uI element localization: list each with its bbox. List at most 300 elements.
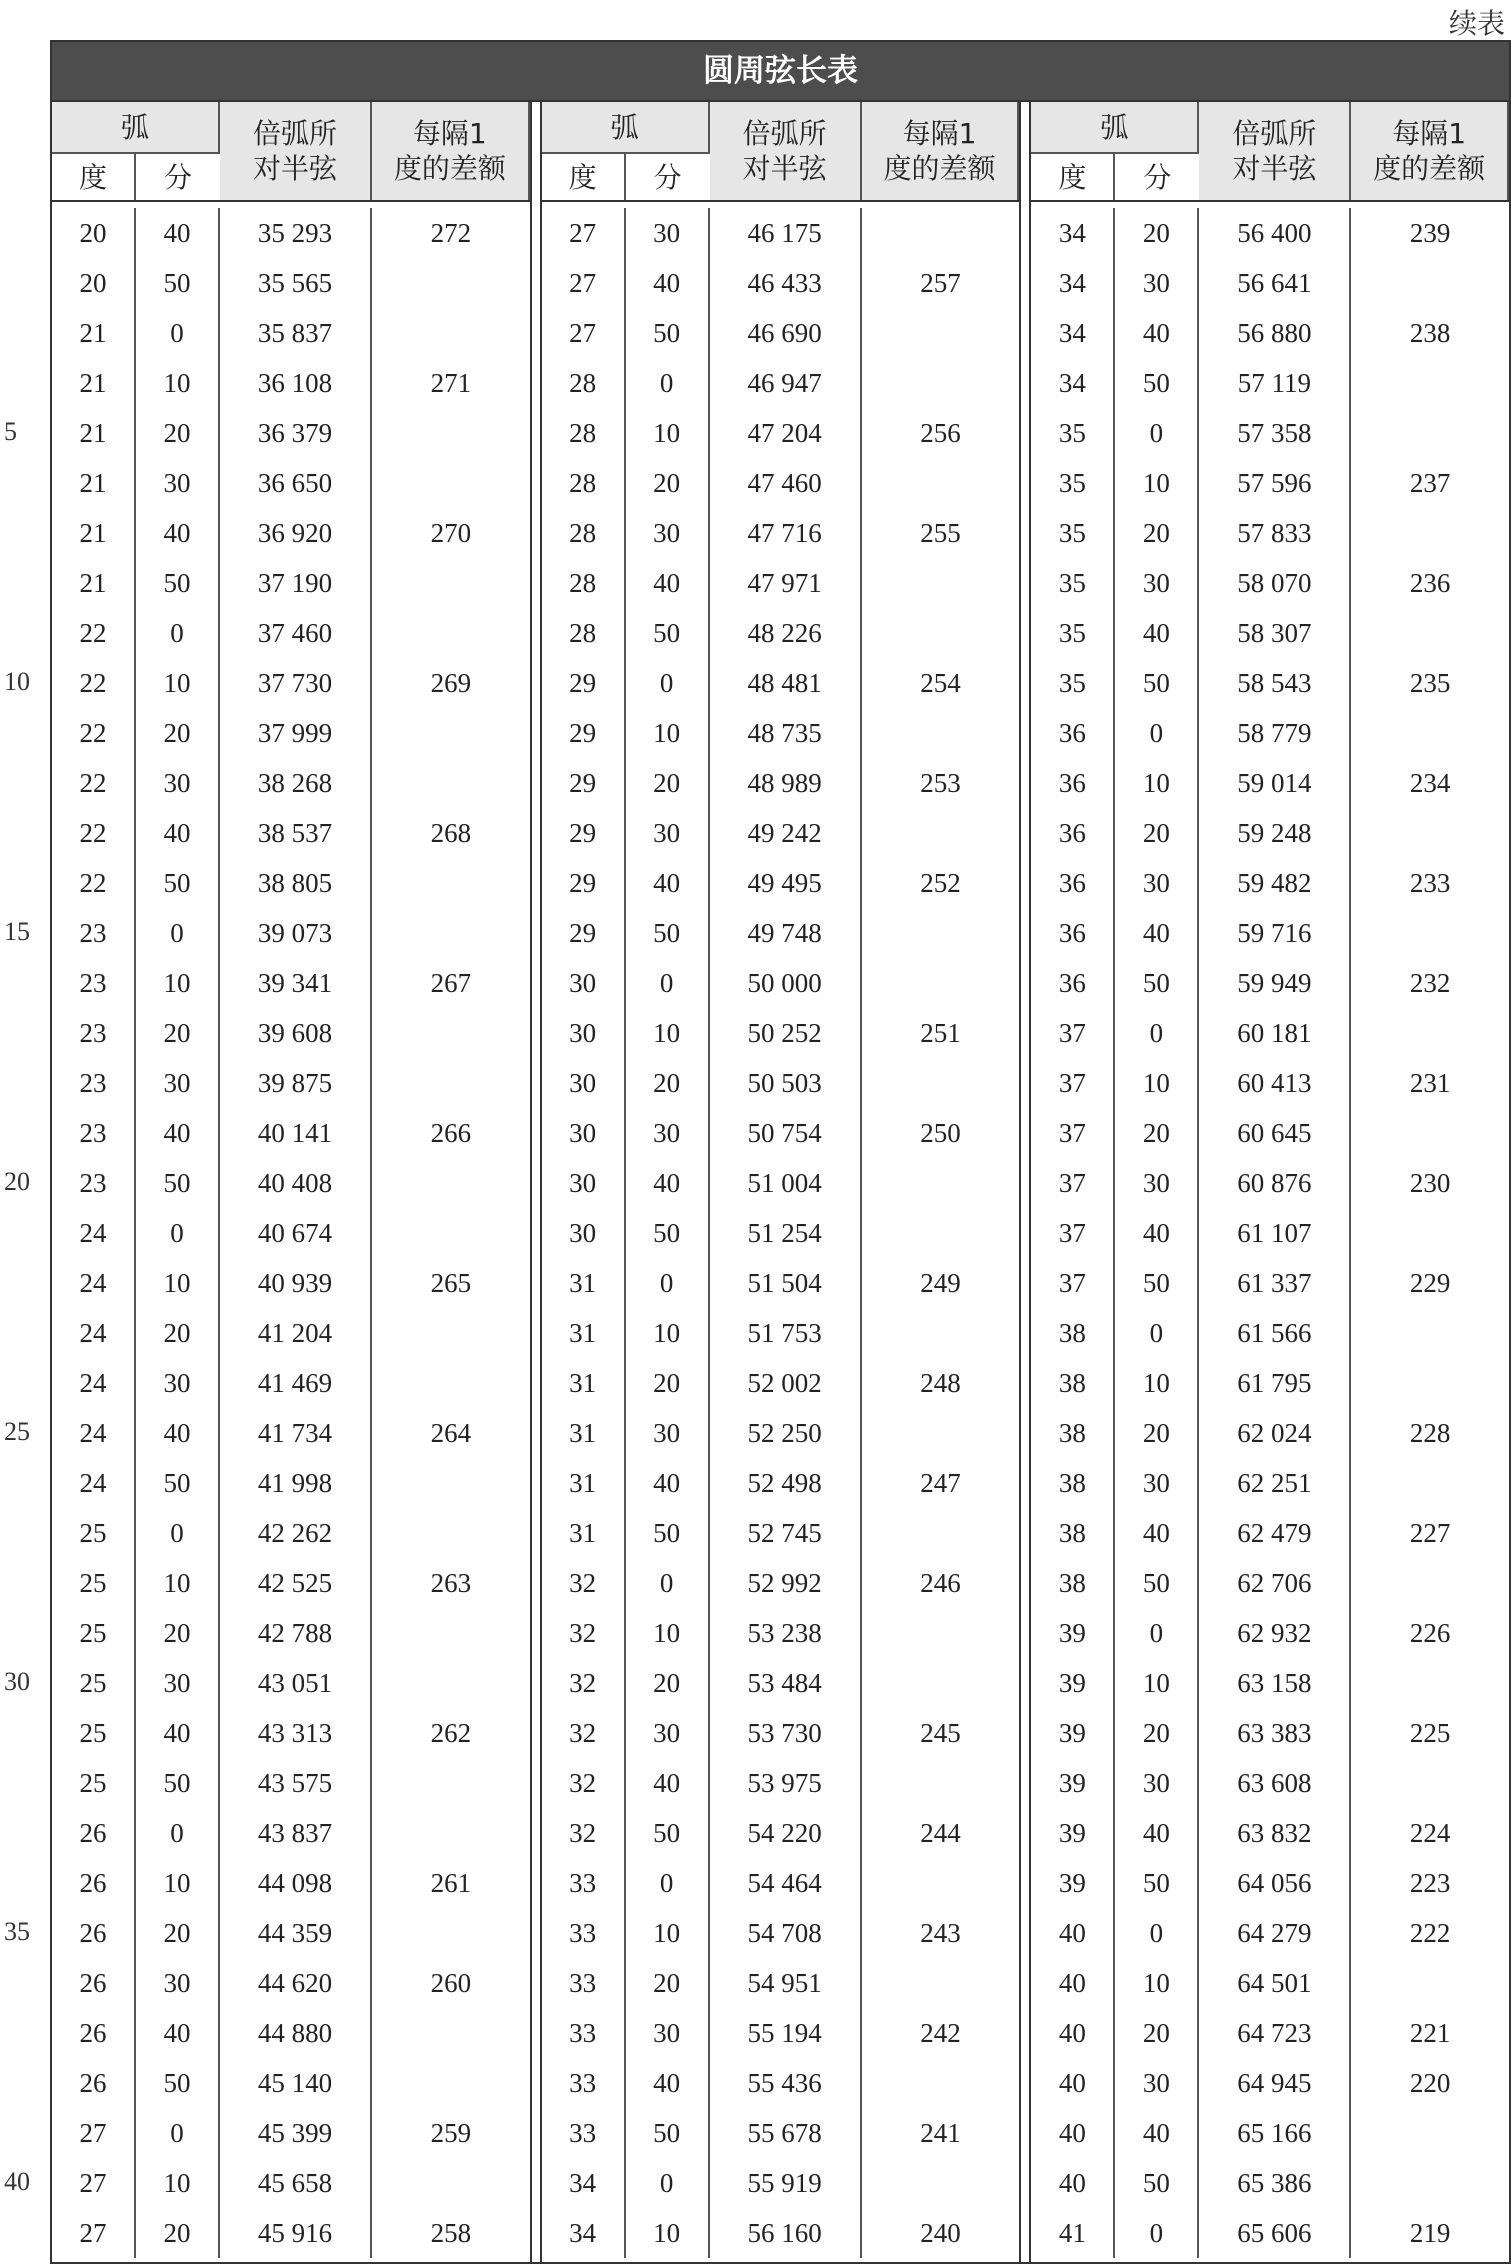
table-cell-min: 0 (1149, 418, 1164, 448)
table-cell-deg: 34 (569, 2218, 597, 2248)
table-cell-min: 20 (1142, 518, 1170, 548)
line-number: 10 (4, 667, 30, 696)
panel-header (52, 102, 530, 202)
table-cell-min: 40 (163, 218, 191, 248)
table-cell-diff: 231 (1409, 1068, 1451, 1098)
table-cell-min: 40 (653, 868, 681, 898)
table-cell-chord: 59 014 (1237, 768, 1312, 798)
table-cell-chord: 58 307 (1237, 618, 1312, 648)
table-cell-chord: 39 608 (257, 1018, 333, 1048)
table-cell-diff (1351, 2108, 1509, 2158)
table-cell-diff (862, 558, 1020, 608)
table-cell-min: 20 (1142, 1118, 1170, 1148)
table-cell-diff (372, 1458, 530, 1508)
table-cell-diff (372, 1358, 530, 1408)
table-cell-min: 0 (1149, 1918, 1164, 1948)
table-cell-chord: 41 998 (257, 1468, 333, 1498)
table-cell-diff: 261 (430, 1868, 472, 1898)
table-cell-diff (1351, 1008, 1509, 1058)
table-cell-deg: 24 (79, 1418, 107, 1448)
table-cell-deg: 40 (1058, 2168, 1086, 2198)
table-cell-diff (1351, 1208, 1509, 1258)
table-cell-min: 50 (1142, 668, 1170, 698)
table-cell-min: 40 (1142, 318, 1170, 348)
table-cell-deg: 25 (79, 1668, 107, 1698)
table-cell-chord: 54 708 (747, 1918, 822, 1948)
table-cell-chord: 61 566 (1237, 1318, 1312, 1348)
table-cell-chord: 48 226 (747, 618, 822, 648)
table-cell-min: 40 (163, 2018, 191, 2048)
panel-header (1031, 102, 1509, 202)
table-cell-chord: 54 464 (747, 1868, 822, 1898)
table-cell-chord: 58 543 (1237, 668, 1312, 698)
table-cell-chord: 39 073 (257, 918, 333, 948)
table-cell-min: 20 (1142, 2018, 1170, 2048)
table-cell-chord: 50 503 (747, 1068, 822, 1098)
table-cell-min: 0 (1149, 1018, 1164, 1048)
table-cell-diff (372, 608, 530, 658)
table-cell-diff: 236 (1409, 568, 1451, 598)
table-cell-deg: 32 (569, 1668, 597, 1698)
table-cell-diff (862, 458, 1020, 508)
table-cell-min: 10 (1142, 1968, 1170, 1998)
table-cell-chord: 53 975 (747, 1768, 822, 1798)
column-diff (862, 208, 1020, 2258)
table-cell-chord: 37 999 (257, 718, 333, 748)
table-cell-deg: 32 (569, 1718, 597, 1748)
table-cell-diff (862, 208, 1020, 258)
table-cell-min: 0 (1149, 1618, 1164, 1648)
table-cell-diff (1351, 1458, 1509, 1508)
table-cell-chord: 53 730 (747, 1718, 822, 1748)
table-cell-diff: 237 (1409, 468, 1451, 498)
table-cell-chord: 35 837 (257, 318, 333, 348)
table-cell-chord: 44 620 (257, 1968, 333, 1998)
table-cell-chord: 62 024 (1237, 1418, 1312, 1448)
column-diff (372, 208, 530, 2258)
table-cell-min: 0 (170, 2118, 184, 2148)
table-cell-min: 30 (1142, 268, 1170, 298)
header-chord-line1: 倍弧所 (252, 117, 337, 150)
table-cell-min: 0 (659, 1268, 674, 1298)
table-cell-deg: 23 (79, 1168, 107, 1198)
table-cell-diff (372, 1808, 530, 1858)
table-cell-deg: 27 (569, 218, 597, 248)
table-cell-chord: 39 341 (257, 968, 333, 998)
table-cell-deg: 24 (79, 1318, 107, 1348)
table-cell-min: 20 (1142, 818, 1170, 848)
table-cell-deg: 35 (1058, 618, 1086, 648)
table-cell-min: 10 (653, 1918, 681, 1948)
table-cell-min: 50 (1142, 1268, 1170, 1298)
table-cell-deg: 24 (79, 1218, 107, 1248)
table-cell-deg: 26 (79, 2068, 107, 2098)
table-cell-diff: 253 (920, 768, 961, 798)
table-cell-diff: 227 (1409, 1518, 1451, 1548)
table-cell-min: 40 (653, 1468, 681, 1498)
table-cell-chord: 63 158 (1237, 1668, 1312, 1698)
table-cell-min: 30 (653, 518, 681, 548)
table-cell-diff (372, 708, 530, 758)
table-cell-diff (1351, 258, 1509, 308)
header-degree: 度 (542, 154, 626, 200)
table-cell-diff: 240 (920, 2218, 961, 2248)
table-cell-chord: 43 051 (257, 1668, 333, 1698)
table-cell-chord: 55 436 (747, 2068, 822, 2098)
table-cell-deg: 33 (569, 1918, 597, 1948)
table-cell-diff (862, 608, 1020, 658)
table-cell-diff (862, 808, 1020, 858)
table-cell-diff (1351, 1658, 1509, 1708)
table-cell-deg: 37 (1058, 1268, 1086, 1298)
table-cell-deg: 26 (79, 1818, 107, 1848)
table-cell-chord: 36 108 (257, 368, 333, 398)
table-cell-min: 30 (653, 1718, 681, 1748)
table-cell-diff (1351, 358, 1509, 408)
header-diff (1351, 102, 1509, 200)
table-cell-diff: 245 (920, 1718, 961, 1748)
column-degree (52, 208, 136, 2258)
table-cell-diff: 266 (430, 1118, 472, 1148)
table-cell-chord: 48 481 (747, 668, 822, 698)
table-cell-diff: 246 (920, 1568, 961, 1598)
table-cell-min: 40 (1142, 2118, 1170, 2148)
table-cell-deg: 35 (1058, 418, 1086, 448)
table-cell-deg: 26 (79, 2018, 107, 2048)
table-cell-deg: 29 (569, 718, 597, 748)
table-cell-deg: 34 (1058, 318, 1086, 348)
table-cell-chord: 37 190 (257, 568, 333, 598)
table-cell-diff: 268 (430, 818, 472, 848)
table-cell-min: 10 (1142, 1668, 1170, 1698)
table-cell-chord: 51 254 (747, 1218, 822, 1248)
table-cell-chord: 57 119 (1237, 368, 1311, 398)
table-cell-min: 50 (653, 1518, 681, 1548)
table-cell-min: 20 (163, 2218, 191, 2248)
table-cell-chord: 40 408 (257, 1168, 333, 1198)
table-cell-min: 10 (163, 1868, 191, 1898)
table-cell-min: 10 (163, 368, 191, 398)
line-number: 20 (4, 1167, 30, 1196)
table-cell-chord: 35 565 (257, 268, 333, 298)
table-cell-min: 30 (653, 818, 681, 848)
table-cell-min: 0 (170, 918, 184, 948)
table-cell-min: 20 (163, 718, 191, 748)
table-cell-min: 50 (163, 1468, 191, 1498)
header-degree: 度 (1031, 154, 1115, 200)
table-cell-deg: 32 (569, 1818, 597, 1848)
table-cell-chord: 46 690 (747, 318, 822, 348)
table-cell-deg: 30 (569, 1118, 597, 1148)
table-cell-min: 30 (1142, 868, 1170, 898)
header-diff-line1: 每隔1 (412, 117, 487, 150)
line-number: 5 (4, 417, 17, 446)
table-cell-deg: 28 (569, 618, 597, 648)
table-cell-chord: 59 248 (1237, 818, 1312, 848)
column-chord (220, 208, 372, 2258)
table-cell-min: 40 (163, 1418, 191, 1448)
table-cell-deg: 24 (79, 1268, 107, 1298)
table-cell-chord: 44 359 (257, 1918, 333, 1948)
table-cell-deg: 30 (569, 1018, 597, 1048)
panel-right (1029, 102, 1509, 2262)
table-cell-deg: 36 (1058, 868, 1086, 898)
table-cell-chord: 54 951 (747, 1968, 822, 1998)
table-cell-diff (372, 1658, 530, 1708)
table-cell-diff (862, 1308, 1020, 1358)
table-cell-min: 30 (163, 1068, 191, 1098)
table-cell-deg: 25 (79, 1718, 107, 1748)
table-cell-min: 0 (659, 1868, 674, 1898)
table-cell-deg: 31 (569, 1418, 597, 1448)
table-cell-chord: 49 495 (747, 868, 822, 898)
table-cell-min: 30 (163, 1368, 191, 1398)
column-degree (542, 208, 626, 2258)
table-cell-deg: 31 (569, 1268, 597, 1298)
table-cell-min: 10 (163, 668, 191, 698)
table-cell-diff (1351, 508, 1509, 558)
table-cell-chord: 46 175 (747, 218, 822, 248)
continued-label: 续表 (1448, 9, 1505, 40)
table-cell-min: 50 (163, 868, 191, 898)
table-cell-chord: 48 989 (747, 768, 822, 798)
column-minute (1115, 208, 1199, 2258)
table-cell-min: 30 (1142, 1468, 1170, 1498)
table-cell-min: 30 (1142, 1768, 1170, 1798)
table-cell-deg: 40 (1058, 2068, 1086, 2098)
table-cell-diff: 267 (430, 968, 472, 998)
header-chord (710, 102, 862, 200)
table-cell-deg: 22 (79, 768, 107, 798)
table-cell-deg: 37 (1058, 1168, 1086, 1198)
table-cell-chord: 52 992 (747, 1568, 822, 1598)
table-cell-min: 50 (163, 1768, 191, 1798)
table-cell-diff: 239 (1409, 218, 1451, 248)
panel-middle (540, 102, 1022, 2262)
table-cell-min: 20 (1142, 1418, 1170, 1448)
table-cell-min: 10 (163, 2168, 191, 2198)
table-cell-min: 10 (653, 418, 681, 448)
table-cell-min: 40 (653, 268, 681, 298)
header-diff-line2: 度的差额 (1373, 152, 1486, 185)
header-arc: 弧 (1031, 102, 1199, 154)
table-cell-deg: 29 (569, 918, 597, 948)
table-cell-deg: 23 (79, 918, 107, 948)
table-cell-diff (862, 308, 1020, 358)
table-cell-chord: 65 386 (1237, 2168, 1312, 2198)
table-cell-chord: 46 947 (747, 368, 822, 398)
table-cell-chord: 50 754 (747, 1118, 822, 1148)
table-cell-chord: 58 779 (1237, 718, 1312, 748)
panel-left (52, 102, 532, 2262)
table-cell-diff (372, 308, 530, 358)
table-cell-min: 50 (163, 568, 191, 598)
table-cell-chord: 52 745 (747, 1518, 822, 1548)
header-diff (862, 102, 1020, 200)
table-cell-diff: 257 (920, 268, 961, 298)
table-cell-chord: 63 832 (1237, 1818, 1312, 1848)
header-chord-line1: 倍弧所 (1232, 117, 1317, 150)
table-cell-chord: 38 268 (257, 768, 333, 798)
table-cell-diff (862, 1658, 1020, 1708)
table-cell-min: 20 (1142, 1718, 1170, 1748)
header-minute: 分 (626, 154, 710, 200)
table-cell-diff (1351, 1958, 1509, 2008)
panel-header (542, 102, 1020, 202)
table-cell-deg: 21 (79, 318, 107, 348)
table-cell-min: 10 (653, 1618, 681, 1648)
table-cell-deg: 24 (79, 1368, 107, 1398)
table-cell-chord: 57 358 (1237, 418, 1312, 448)
table-cell-chord: 52 002 (747, 1368, 822, 1398)
table-cell-diff (372, 908, 530, 958)
table-cell-deg: 33 (569, 2018, 597, 2048)
table-cell-deg: 21 (79, 518, 107, 548)
table-cell-deg: 26 (79, 1968, 107, 1998)
table-cell-diff (1351, 2158, 1509, 2208)
table-cell-min: 30 (653, 218, 681, 248)
table-cell-chord: 37 730 (257, 668, 333, 698)
table-cell-diff: 230 (1409, 1168, 1451, 1198)
column-diff (1351, 208, 1509, 2258)
table-cell-deg: 27 (79, 2218, 107, 2248)
table-cell-chord: 51 753 (747, 1318, 822, 1348)
table-cell-chord: 38 537 (257, 818, 333, 848)
table-cell-diff: 250 (920, 1118, 961, 1148)
table-cell-deg: 28 (569, 568, 597, 598)
table-cell-diff: 263 (430, 1568, 472, 1598)
table-cell-diff (862, 1058, 1020, 1108)
table-cell-chord: 49 748 (747, 918, 822, 948)
table-cell-diff: 269 (430, 668, 472, 698)
table-cell-diff (1351, 708, 1509, 758)
header-chord-line2: 对半弦 (742, 152, 827, 185)
table-cell-diff (862, 1158, 1020, 1208)
table-cell-deg: 34 (1058, 368, 1086, 398)
table-cell-diff: 238 (1409, 318, 1451, 348)
table-cell-diff (372, 1058, 530, 1108)
table-cell-min: 40 (163, 1118, 191, 1148)
table-cell-deg: 31 (569, 1468, 597, 1498)
table-cell-min: 40 (1142, 618, 1170, 648)
table-cell-min: 40 (163, 818, 191, 848)
table-cell-deg: 25 (79, 1568, 107, 1598)
table-cell-diff: 235 (1409, 668, 1451, 698)
table-cell-min: 20 (163, 1018, 191, 1048)
header-diff-line1: 每隔1 (902, 117, 977, 150)
table-cell-min: 0 (170, 1818, 184, 1848)
table-cell-chord: 64 279 (1237, 1918, 1312, 1948)
column-chord (1199, 208, 1351, 2258)
table-cell-deg: 30 (569, 1218, 597, 1248)
table-cell-diff: 234 (1409, 768, 1451, 798)
table-cell-deg: 38 (1058, 1368, 1086, 1398)
table-cell-deg: 38 (1058, 1518, 1086, 1548)
table-cell-chord: 56 880 (1237, 318, 1312, 348)
table-cell-chord: 60 181 (1237, 1018, 1312, 1048)
table-cell-min: 20 (653, 768, 681, 798)
table-cell-min: 30 (653, 1418, 681, 1448)
table-cell-min: 10 (653, 1318, 681, 1348)
table-cell-chord: 63 608 (1237, 1768, 1312, 1798)
table-cell-diff (862, 908, 1020, 958)
header-chord-line2: 对半弦 (252, 152, 337, 185)
chord-length-table (50, 40, 1511, 2264)
table-cell-min: 10 (1142, 468, 1170, 498)
table-cell-deg: 27 (569, 268, 597, 298)
table-cell-min: 10 (1142, 768, 1170, 798)
table-cell-deg: 21 (79, 568, 107, 598)
table-cell-deg: 23 (79, 968, 107, 998)
table-cell-diff (372, 758, 530, 808)
table-cell-diff (862, 1608, 1020, 1658)
table-cell-chord: 65 606 (1237, 2218, 1312, 2248)
table-cell-deg: 37 (1058, 1068, 1086, 1098)
table-cell-deg: 33 (569, 1968, 597, 1998)
table-cell-deg: 35 (1058, 518, 1086, 548)
table-cell-chord: 49 242 (747, 818, 822, 848)
table-cell-deg: 22 (79, 818, 107, 848)
table-cell-deg: 23 (79, 1018, 107, 1048)
table-cell-diff: 222 (1409, 1918, 1451, 1948)
table-cell-deg: 29 (569, 868, 597, 898)
table-cell-min: 50 (163, 2068, 191, 2098)
table-cell-chord: 59 949 (1237, 968, 1312, 998)
table-cell-min: 50 (1142, 368, 1170, 398)
panel-rows (542, 202, 1020, 2262)
table-cell-chord: 51 004 (747, 1168, 822, 1198)
table-cell-min: 30 (1142, 2068, 1170, 2098)
table-cell-diff: 252 (920, 868, 961, 898)
table-cell-deg: 22 (79, 668, 107, 698)
table-cell-diff (372, 258, 530, 308)
table-cell-diff (372, 1158, 530, 1208)
table-cell-deg: 32 (569, 1568, 597, 1598)
table-cell-min: 0 (170, 1218, 184, 1248)
table-cell-diff (1351, 808, 1509, 858)
table-cell-deg: 21 (79, 368, 107, 398)
table-cell-min: 30 (653, 1118, 681, 1148)
table-cell-deg: 32 (569, 1768, 597, 1798)
header-degree: 度 (52, 154, 136, 200)
table-cell-chord: 64 501 (1237, 1968, 1312, 1998)
table-cell-chord: 60 413 (1237, 1068, 1312, 1098)
table-cell-min: 0 (659, 1568, 674, 1598)
table-cell-deg: 29 (569, 668, 597, 698)
table-cell-min: 50 (163, 268, 191, 298)
header-minute: 分 (1115, 154, 1199, 200)
table-cell-diff: 272 (430, 218, 472, 248)
table-cell-deg: 26 (79, 1918, 107, 1948)
table-cell-chord: 47 460 (747, 468, 822, 498)
table-cell-diff: 229 (1409, 1268, 1451, 1298)
table-cell-diff (372, 1308, 530, 1358)
table-cell-diff: 226 (1409, 1618, 1451, 1648)
table-cell-chord: 43 837 (257, 1818, 333, 1848)
table-cell-min: 0 (659, 668, 674, 698)
table-cell-diff (1351, 1358, 1509, 1408)
header-diff (372, 102, 530, 200)
table-cell-min: 30 (653, 2018, 681, 2048)
table-cell-chord: 52 498 (747, 1468, 822, 1498)
table-cell-diff (372, 1608, 530, 1658)
line-number: 40 (4, 2167, 30, 2196)
table-cell-deg: 38 (1058, 1318, 1086, 1348)
table-cell-diff (862, 1208, 1020, 1258)
table-cell-diff (1351, 408, 1509, 458)
table-cell-diff (862, 958, 1020, 1008)
table-cell-deg: 32 (569, 1618, 597, 1648)
